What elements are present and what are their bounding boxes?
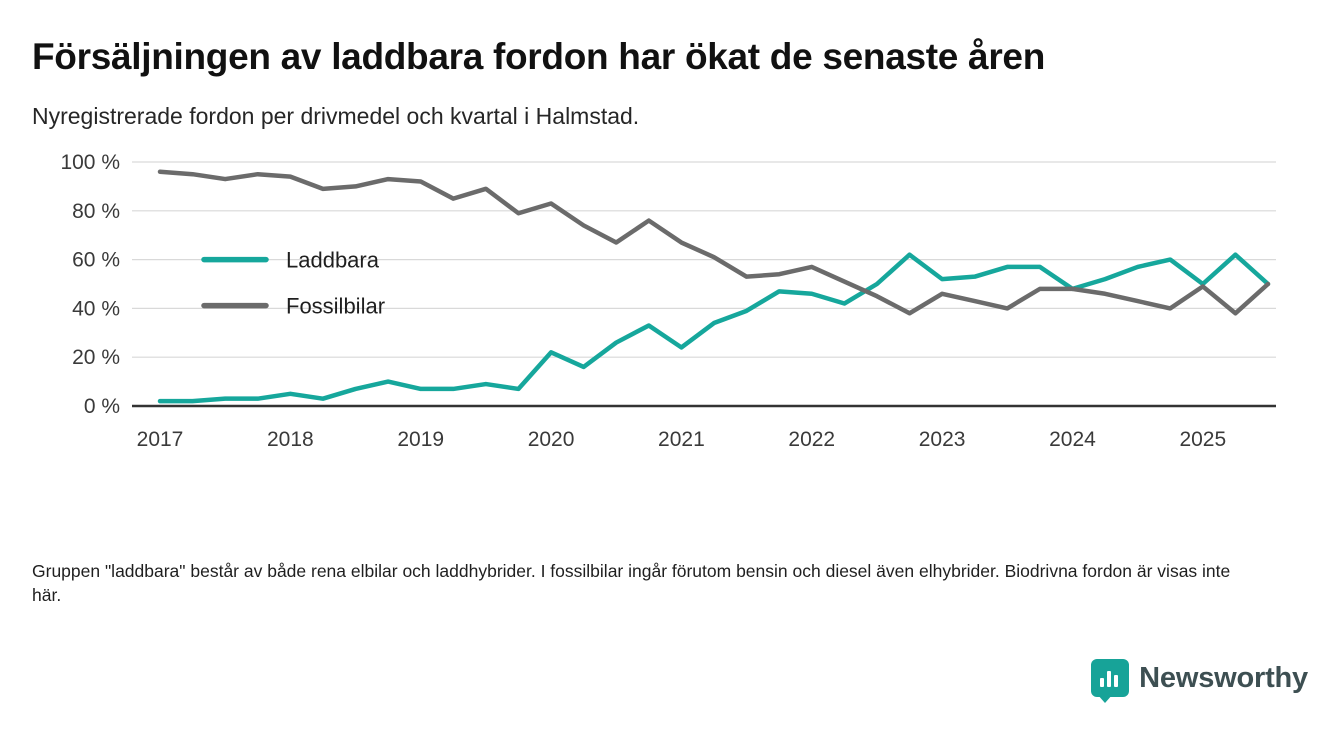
line-chart (32, 148, 1308, 478)
brand-name: Newsworthy (1139, 661, 1308, 694)
chart-svg (32, 148, 1308, 478)
grid-lines (132, 162, 1276, 406)
page-title: Försäljningen av laddbara fordon har ökat de senaste åren (32, 36, 1046, 77)
chart-footnote: Gruppen "laddbara" består av både rena elbilar och laddhybrider. I fossilbilar ingår förutom bensin och diesel även elhybrider. Biodrivna fordon är visas inte här. (32, 561, 1231, 605)
chart-legend (204, 248, 385, 319)
x-tick-label: 2021 (658, 428, 705, 452)
page-subtitle: Nyregistrerade fordon per drivmedel och kvartal i Halmstad. (32, 102, 640, 129)
y-tick-label: 20 % (72, 346, 120, 370)
y-axis-tick-labels (60, 151, 120, 418)
x-tick-label: 2024 (1049, 428, 1096, 452)
x-tick-label: 2023 (918, 428, 966, 452)
x-tick-label: 2019 (397, 428, 445, 452)
x-tick-label: 2022 (788, 428, 836, 452)
series-line-fossilbilar (160, 172, 1268, 314)
chart-bubble-icon (1091, 659, 1129, 697)
legend-label-fossilbilar: Fossilbilar (286, 293, 386, 319)
y-tick-label: 60 % (72, 248, 120, 272)
y-tick-label: 80 % (72, 199, 120, 223)
x-tick-label: 2018 (266, 428, 314, 452)
x-tick-label: 2020 (527, 428, 575, 452)
x-tick-label: 2017 (136, 428, 184, 452)
series-line-laddbara (160, 255, 1268, 401)
x-axis-tick-labels (137, 428, 1227, 451)
y-tick-label: 40 % (72, 297, 120, 321)
y-tick-label: 100 % (60, 151, 120, 175)
x-tick-label: 2025 (1179, 428, 1227, 452)
legend-label-laddbara: Laddbara (286, 247, 379, 273)
series-lines (160, 172, 1268, 401)
brand-logo (1091, 659, 1308, 697)
y-tick-label: 0 % (83, 395, 120, 419)
